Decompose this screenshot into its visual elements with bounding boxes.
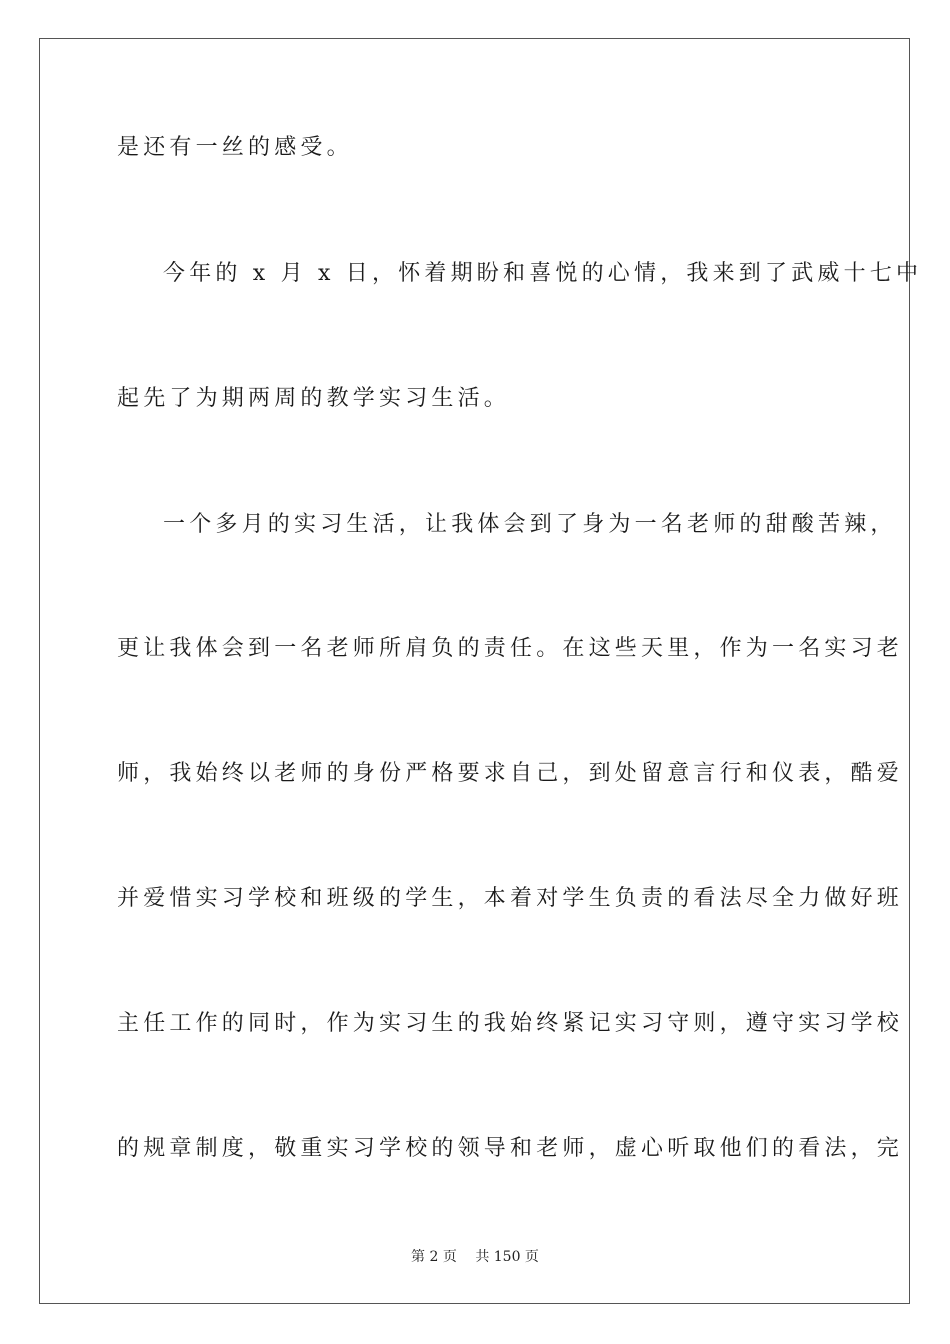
text-line-7: 并爱惜实习学校和班级的学生，本着对学生负责的看法尽全力做好班 xyxy=(117,886,904,911)
page-footer xyxy=(0,1247,950,1267)
text-line-3: 起先了为期两周的教学实习生活。 xyxy=(117,386,511,411)
text-line-5: 更让我体会到一名老师所肩负的责任。在这些天里，作为一名实习老 xyxy=(117,636,904,661)
page-total: 共 150 页 xyxy=(475,1249,539,1265)
text-line-8: 主任工作的同时，作为实习生的我始终紧记实习守则，遵守实习学校 xyxy=(117,1011,904,1036)
page-number: 第 2 页 xyxy=(411,1249,457,1265)
text-line-4: 一个多月的实习生活，让我体会到了身为一名老师的甜酸苦辣， xyxy=(163,512,897,537)
page-border xyxy=(39,38,923,1304)
text-line-1: 是还有一丝的感受。 xyxy=(117,135,353,160)
text-line-9: 的规章制度，敬重实习学校的领导和老师，虚心听取他们的看法，完 xyxy=(117,1136,904,1161)
text-line-2: 今年的 x 月 x 日，怀着期盼和喜悦的心情，我来到了武威十七中 xyxy=(163,261,923,286)
text-line-6: 师，我始终以老师的身份严格要求自己，到处留意言行和仪表，酷爱 xyxy=(117,761,904,786)
